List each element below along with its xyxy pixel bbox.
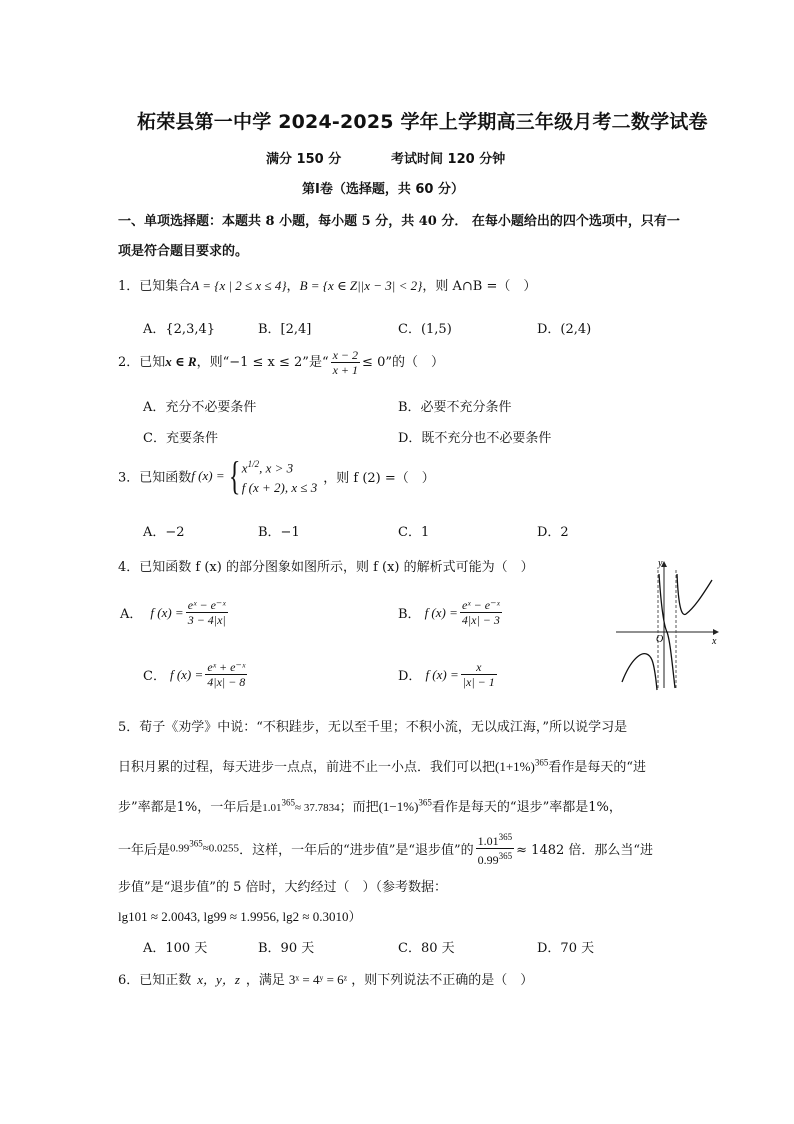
q4-opt-d-label: D． [398, 669, 422, 684]
q5-option-a: A．100 天 [143, 941, 208, 956]
q4-opt-b-num: eˣ − e⁻ˣ [460, 598, 502, 613]
q1-prefix: 1．已知集合 [118, 279, 192, 294]
q5-line4c: ≈ 1482 倍．那么当“进 [516, 843, 654, 858]
q5-line3-expr2: (1−1%) [378, 799, 419, 814]
q4-opt-b-frac [460, 598, 502, 627]
q4-opt-b-lhs: f (x) = [424, 604, 458, 620]
q4-option-b [398, 598, 504, 627]
q3-cases [242, 454, 317, 498]
q3-ask: ，则 f (2) =（ ） [323, 470, 435, 486]
q4-option-d [398, 660, 499, 689]
question-6 [118, 969, 533, 988]
question-4: 4．已知函数 f (x) 的部分图象如图所示，则 f (x) 的解析式可能为（ ） [118, 560, 534, 575]
q2-option-d: D．既不充分也不必要条件 [398, 431, 552, 446]
graph-curve-middle [659, 574, 675, 688]
q5-line4-exp: 365 [189, 838, 203, 849]
q1-set-a: A = {x | 2 ≤ x ≤ 4} [191, 278, 287, 293]
section-intro-line1: 一、单项选择题：本题共 8 小题，每小题 5 分，共 40 分． 在每小题给出的四个选项中，只有一 [118, 214, 680, 229]
q4-opt-a-den: 3 − 4|x| [187, 613, 226, 627]
full-score: 满分 150 分 [266, 152, 342, 167]
q5-line4-val: ≈0.0255 [202, 842, 240, 855]
q5-line4a: 一年后是 [118, 843, 171, 858]
q6-vars: x，y，z [197, 972, 240, 987]
q5-line4b: ．这样，一年后的“进步值”是“退步值”的 [239, 843, 474, 858]
graph-y-label: y [658, 558, 663, 569]
exam-title: 柘荣县第一中学 2024-2025 学年上学期高三年级月考二数学试卷 [137, 111, 708, 133]
q4-option-c [143, 660, 249, 689]
q5-ratio-frac [476, 830, 515, 867]
q3-case1-exp: 1/2 [247, 459, 260, 469]
q2-frac-num: x − 2 [332, 348, 359, 362]
q5-ratio-den-exp: 365 [498, 851, 513, 861]
q4-opt-b-den: 4|x| − 3 [461, 613, 500, 627]
question-3 [118, 454, 435, 498]
q5-line6: lg101 ≈ 2.0043, lg99 ≈ 1.9956, lg2 ≈ 0.3010） [118, 909, 362, 924]
q5-ratio-num-exp: 365 [498, 832, 513, 842]
q2-mid2: ≤ 0”的（ ） [362, 355, 444, 370]
q5-line2b: 看作是每天的“进 [548, 760, 646, 775]
q5-line4-expr: 0.99 [170, 842, 190, 855]
graph-origin-label: O [656, 634, 664, 645]
q5-line5: 步值”是“退步值”的 5 倍时，大约经过（ ）（参考数据： [118, 880, 447, 895]
q5-line3-val: ≈ 37.7834 [295, 802, 340, 814]
q1-option-c: C．(1,5) [398, 322, 452, 337]
q5-line2-exp: 365 [534, 757, 549, 768]
question-2 [118, 348, 444, 377]
q4-opt-d-lhs: f (x) = [425, 666, 459, 682]
graph-curve-left [622, 654, 657, 690]
q5-line3c: 看作是每天的“退步”率都是1%， [431, 800, 622, 815]
q4-opt-c-num: eˣ + e⁻ˣ [205, 660, 247, 675]
q5-line3a: 步”率都是1%，一年后是 [118, 800, 263, 815]
q4-opt-a-lhs: f (x) = [150, 604, 184, 620]
q5-line2a: 日积月累的过程，每天进步一点点，前进不止一小点．我们可以把 [118, 760, 496, 775]
q4-opt-b-label: B． [398, 607, 421, 622]
q1-option-b: B．[2,4] [258, 322, 312, 337]
q2-prefix: 2．已知 [118, 355, 166, 370]
q2-condition: x ∈ R [165, 354, 197, 369]
q1-option-a: A．{2,3,4} [143, 322, 216, 337]
q3-case1-cond: , x > 3 [259, 460, 294, 476]
q4-opt-d-den: |x| − 1 [462, 675, 495, 689]
q2-option-b: B．必要不充分条件 [398, 400, 512, 415]
q5-ratio-num: 1.01 [477, 834, 499, 848]
q1-comma: ， [286, 279, 300, 294]
volume-heading: 第Ⅰ卷（选择题，共 60 分） [302, 182, 464, 197]
q4-opt-d-num: x [461, 660, 497, 675]
q3-fx: f (x) = [191, 468, 225, 484]
q4-opt-a-label: A． [120, 607, 143, 622]
q5-option-b: B．90 天 [258, 941, 315, 956]
graph-curve-right [677, 574, 712, 614]
q2-mid1: ，则“−1 ≤ x ≤ 2”是“ [196, 355, 329, 370]
exam-time: 考试时间 120 分钟 [391, 152, 506, 167]
q5-line2-expr: (1+1%) [495, 759, 535, 774]
q4-opt-c-lhs: f (x) = [169, 666, 204, 682]
q3-case2: f (x + 2), x ≤ 3 [241, 480, 318, 496]
q2-option-c: C．充要条件 [143, 431, 218, 446]
graph-x-label: x [712, 636, 717, 647]
q5-line3-expr: 1.01 [262, 802, 282, 814]
q5-option-d: D．70 天 [537, 941, 595, 956]
q3-option-a: A．−2 [143, 525, 185, 540]
q6-ask: ，则下列说法不正确的是（ ） [351, 973, 534, 988]
section-intro-line2: 项是符合题目要求的。 [118, 244, 249, 259]
q5-line3-exp: 365 [281, 797, 296, 808]
question-1 [118, 275, 536, 294]
q2-frac-den: x + 1 [332, 363, 359, 377]
q4-opt-a-num: eˣ − e⁻ˣ [186, 598, 228, 613]
q6-equation: 3ˣ = 4ʸ = 6ᶻ [288, 972, 348, 987]
q3-option-c: C．1 [398, 525, 430, 540]
q5-ratio-den: 0.99 [477, 853, 499, 867]
q4-function-graph [612, 556, 724, 692]
q5-line1: 5．荀子《劝学》中说：“不积跬步，无以至千里；不积小流，无以成江海，”所以说学习是 [118, 720, 628, 735]
q4-opt-c-frac [205, 660, 247, 689]
q1-option-d: D．(2,4) [537, 322, 592, 337]
q6-mid: ，满足 [245, 973, 285, 988]
q1-set-b: B = {x ∈ Z||x − 3| < 2} [299, 278, 423, 293]
q3-option-b: B．−1 [258, 525, 300, 540]
q5-line3b: ；而把 [339, 800, 379, 815]
q4-opt-c-den: 4|x| − 8 [207, 675, 246, 689]
q2-option-a: A．充分不必要条件 [143, 400, 257, 415]
q3-case1-base: x [241, 460, 248, 476]
q3-prefix: 3．已知函数 [118, 470, 192, 486]
q4-opt-d-frac [461, 660, 497, 689]
q3-brace: { [228, 453, 240, 499]
q5-line3-exp2: 365 [418, 797, 432, 808]
q2-fraction [331, 348, 360, 377]
q5-line4 [118, 830, 653, 867]
q6-prefix: 6．已知正数 [118, 973, 192, 988]
q5-line2 [118, 756, 646, 775]
q4-opt-a-frac [186, 598, 228, 627]
q4-option-a [120, 598, 230, 627]
q4-opt-c-label: C． [143, 669, 166, 684]
q5-line3 [118, 796, 622, 815]
q1-ask: ，则 A∩B =（ ） [422, 279, 537, 294]
q5-option-c: C．80 天 [398, 941, 455, 956]
q3-option-d: D．2 [537, 525, 569, 540]
